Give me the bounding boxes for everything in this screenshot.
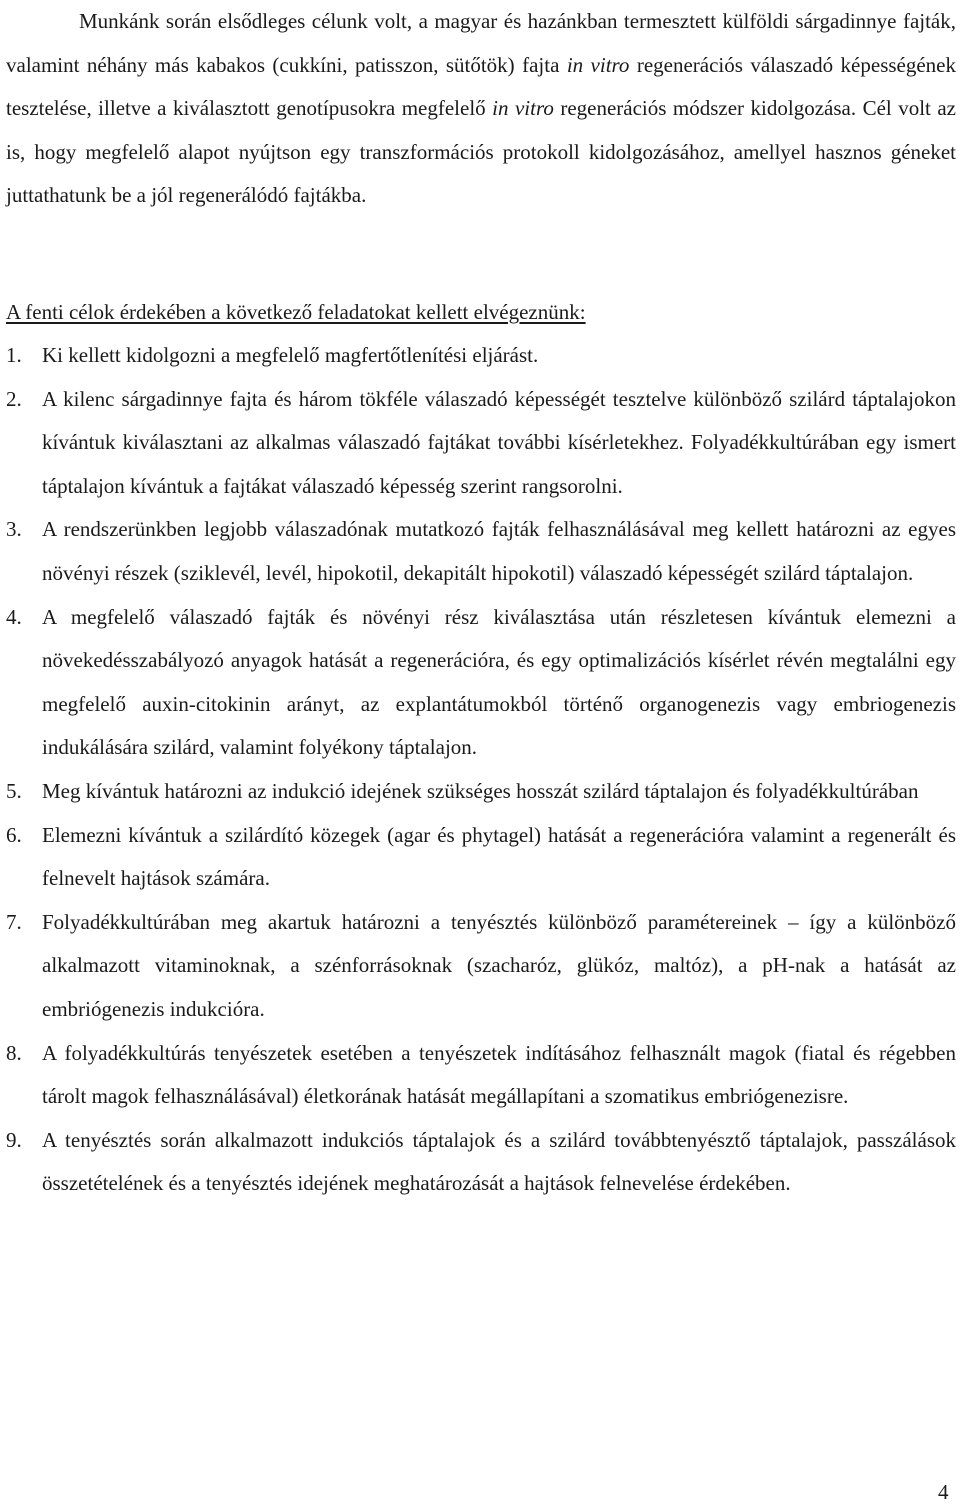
task-item bbox=[6, 901, 956, 1032]
task-item bbox=[6, 770, 956, 814]
task-number: 8. bbox=[6, 1040, 22, 1065]
task-text: A folyadékkultúrás tenyészetek esetében a tenyészetek indításához felhasznált magok (fiatal és régebben tárolt magok felhasználásával) életkorának hatását megállapítani a szomatikus embriógenezisre. bbox=[42, 1040, 956, 1109]
task-text: A rendszerünkben legjobb válaszadónak mutatkozó fajták felhasználásával meg kellett határozni az egyes növényi részek (sziklevél, levél, hipokotil, dekapitált hipokotil) válaszadó képességét szilárd táptalajon. bbox=[42, 517, 956, 585]
task-text: Ki kellett kidolgozni a megfelelő magfertőtlenítési eljárást. bbox=[42, 343, 539, 367]
task-item bbox=[6, 1032, 956, 1119]
task-number: 2. bbox=[6, 386, 22, 411]
task-number: 7. bbox=[6, 909, 22, 934]
page-number: 4 bbox=[938, 1480, 949, 1504]
task-text: Elemezni kívántuk a szilárdító közegek (agar és phytagel) hatását a regenerációra valamint a regenerált és felnevelt hajtások számára. bbox=[42, 822, 956, 891]
task-item bbox=[6, 378, 956, 509]
task-number: 3. bbox=[6, 517, 22, 542]
intro-italic-2: in vitro bbox=[492, 96, 554, 120]
intro-text-3: regenerációs módszer kidolgozása. Cél volt az is, hogy megfelelő alapot nyújtson egy transzformációs protokoll kidolgozásához, amellyel hasznos géneket juttathatunk be a jól regenerálódó fajtákba. bbox=[6, 96, 957, 207]
intro-text-1: Munkánk során elsődleges célunk volt, a magyar és hazánkban termesztett külföldi sárgadinnye fajták, valamint néhány más kabakos (cukkíni, patisszon, sütőtök) fajta bbox=[6, 9, 956, 77]
task-item bbox=[6, 1119, 956, 1206]
task-text: A kilenc sárgadinnye fajta és három tökféle válaszadó képességét tesztelve különböző szilárd táptalajokon kívántuk kiválasztani az alkalmas válaszadó fajtákat további kísérletekhez. Folyadékkultúrában egy ismert táptalajon kívántuk a fajtákat válaszadó képesség szerint rangsorolni. bbox=[42, 386, 956, 498]
task-number: 4. bbox=[6, 604, 22, 629]
intro-paragraph bbox=[6, 0, 956, 218]
intro-text-2: regenerációs válaszadó képességének tesztelése, illetve a kiválasztott genotípusokra megfelelő bbox=[6, 52, 956, 120]
task-item bbox=[6, 814, 956, 901]
task-number: 5. bbox=[6, 778, 22, 803]
document-page bbox=[6, 0, 957, 1196]
task-number: 1. bbox=[6, 343, 22, 367]
tasks-heading: A fenti célok érdekében a következő feladatokat kellett elvégeznünk: bbox=[6, 300, 586, 324]
task-number: 9. bbox=[6, 1127, 22, 1152]
task-number: 6. bbox=[6, 822, 22, 847]
task-list bbox=[6, 334, 956, 1206]
task-text: Folyadékkultúrában meg akartuk határozni a tenyésztés különböző paramétereinek – így a különböző alkalmazott vitaminoknak, a szénforrásoknak (szacharóz, glükóz, maltóz), a pH-nak a hatását az embriógenezis indukcióra. bbox=[42, 909, 956, 1021]
task-item bbox=[6, 596, 956, 770]
task-text: A tenyésztés során alkalmazott indukciós táptalajok és a szilárd továbbtenyésztő táptalajok, passzálások összetételének és a tenyésztés idejének meghatározását a hajtások felnevelése érdekében. bbox=[42, 1127, 956, 1196]
task-item bbox=[6, 508, 956, 595]
intro-italic-1: in vitro bbox=[566, 52, 630, 77]
task-text: Meg kívántuk határozni az indukció idejének szükséges hosszát szilárd táptalajon és folyadékkultúrában bbox=[42, 778, 919, 803]
task-text: A megfelelő válaszadó fajták és növényi rész kiválasztása után részletesen kívántuk elemezni a növekedésszabályozó anyagok hatását a regenerációra, és egy optimalizációs kísérlet révén megtalálni egy megfelelő auxin-citokinin arányt, az explantátumokból történő organogenezis vagy embriogenezis indukálására szilárd, valamint folyékony táptalajon. bbox=[42, 604, 956, 760]
task-item bbox=[6, 334, 956, 378]
